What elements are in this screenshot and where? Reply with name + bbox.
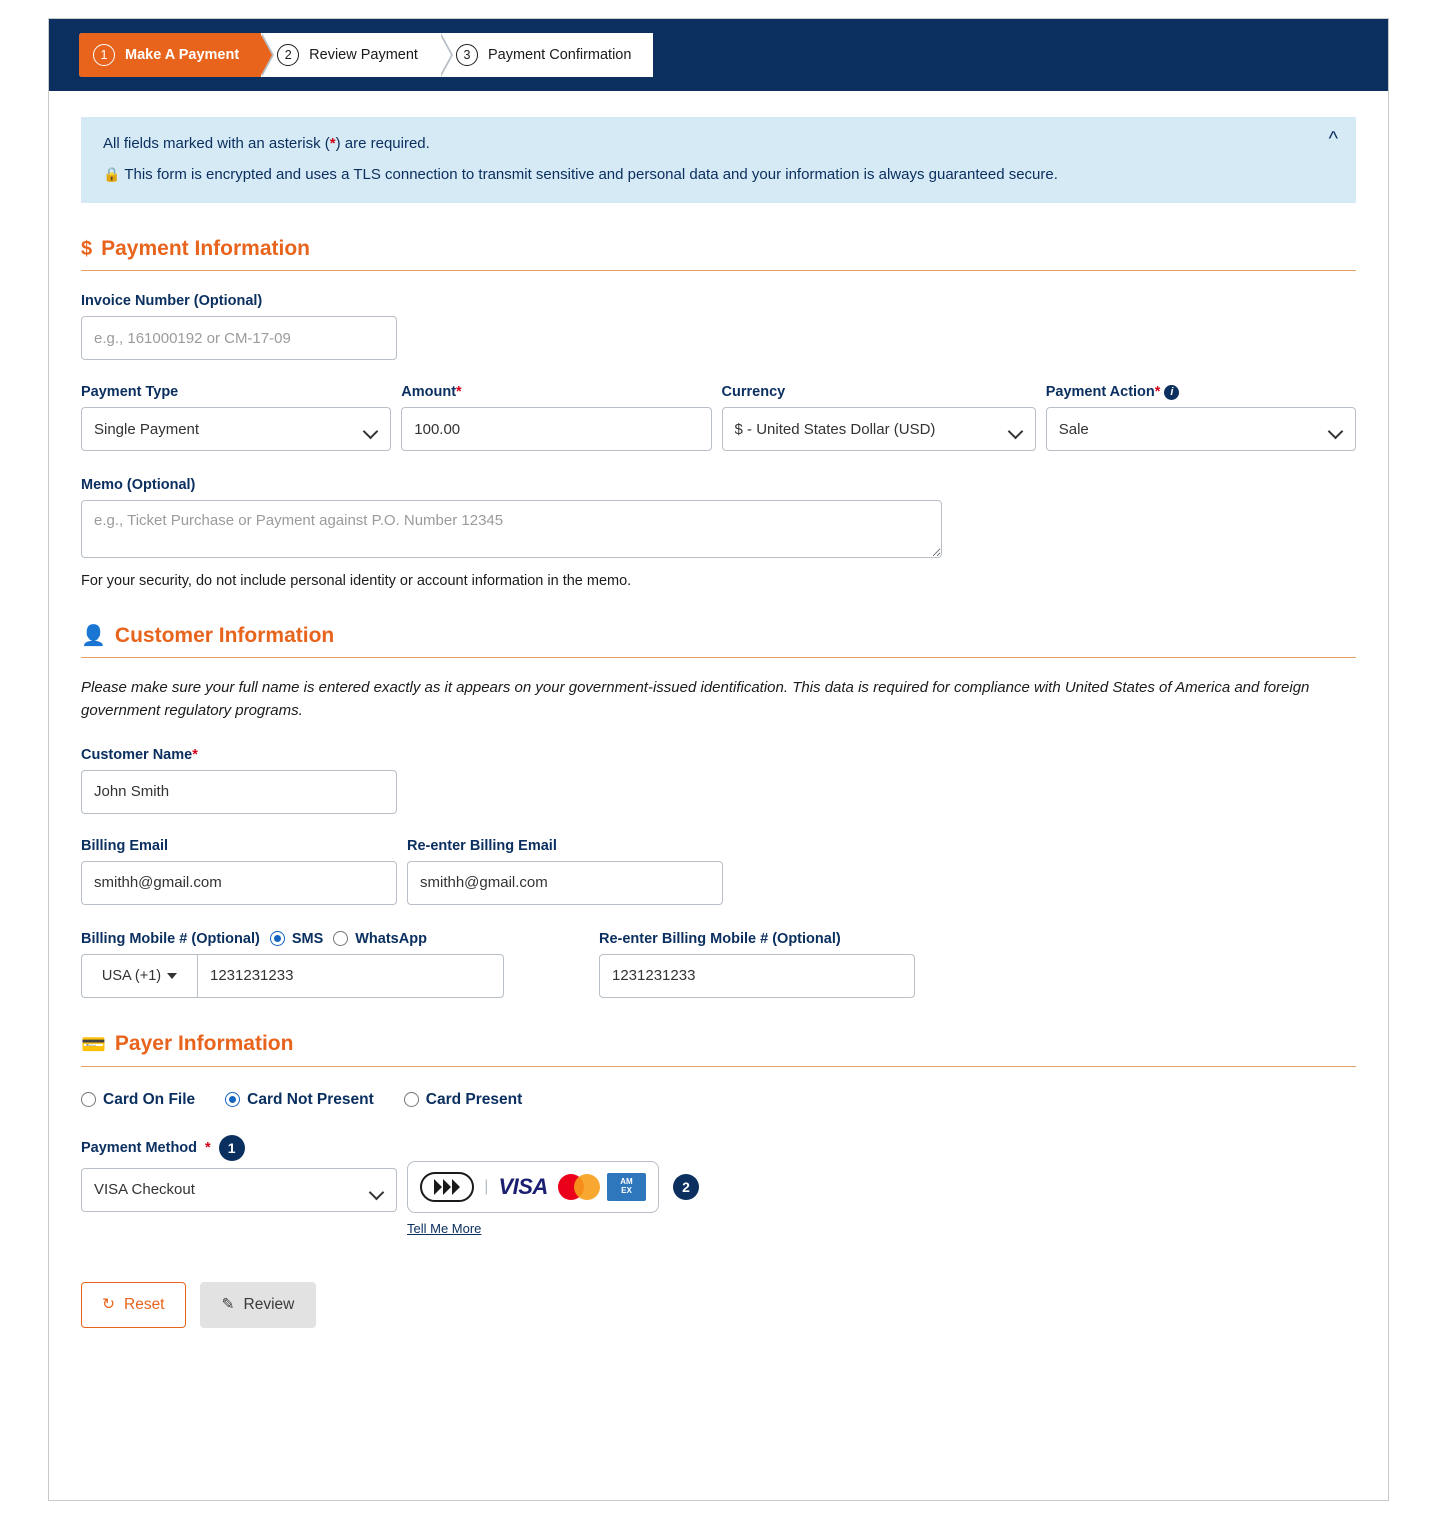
visa-icon: VISA <box>498 1173 548 1199</box>
annotation-badge-2: 2 <box>673 1174 699 1200</box>
step-chevron-icon <box>439 33 451 77</box>
progress-stepper <box>49 19 1388 91</box>
payment-form-frame <box>48 18 1389 1501</box>
stepper-steps <box>79 33 653 77</box>
card-not-present-label: Card Not Present <box>247 1090 374 1108</box>
step-label: Review Payment <box>309 47 418 63</box>
whatsapp-radio[interactable] <box>333 931 348 946</box>
dollar-icon: $ <box>81 237 93 260</box>
card-on-file-label: Card On File <box>103 1090 196 1108</box>
accepted-cards-box[interactable] <box>407 1161 659 1213</box>
payment-method-select-wrap <box>81 1168 397 1212</box>
pencil-icon: ✎ <box>221 1296 235 1313</box>
card-divider: | <box>484 1177 489 1195</box>
invoice-number-field <box>81 293 1356 360</box>
billing-email-input[interactable] <box>81 861 397 905</box>
section-title: Payment Information <box>101 237 310 260</box>
customer-name-input[interactable] <box>81 770 397 814</box>
accepted-cards-block <box>407 1161 699 1238</box>
form-content <box>49 91 1388 1328</box>
payment-action-select-wrap <box>1046 407 1356 451</box>
reenter-billing-email-label: Re-enter Billing Email <box>407 837 557 854</box>
asterisk-icon: * <box>329 135 336 152</box>
payment-details-row <box>81 384 1356 451</box>
billing-mobile-input[interactable] <box>197 954 504 998</box>
customer-name-label: Customer Name * <box>81 746 198 763</box>
whatsapp-radio-option[interactable] <box>333 931 427 947</box>
security-note: 🔒 This form is encrypted and uses a TLS connection to transmit sensitive and personal data and your information is always guaranteed secure. <box>103 166 1058 183</box>
mastercard-icon <box>558 1174 597 1200</box>
section-title: Payer Information <box>114 1032 294 1055</box>
step-label: Payment Confirmation <box>487 47 632 63</box>
identity-disclaimer: Please make sure your full name is entered exactly as it appears on your government-issued identification. This data is required for compliance with United States of America and foreign government regulatory programs. <box>81 679 1310 720</box>
amount-label: Amount * <box>401 384 462 400</box>
refresh-icon: ↻ <box>102 1296 115 1313</box>
required-asterisk: * <box>1154 384 1161 400</box>
step-label: Make A Payment <box>125 47 240 63</box>
reenter-billing-mobile-input[interactable] <box>599 954 915 998</box>
accepted-cards-row <box>407 1161 699 1213</box>
step-payment-confirmation[interactable] <box>440 33 653 77</box>
currency-field <box>722 384 1036 451</box>
section-title: Customer Information <box>114 623 335 647</box>
required-fields-note: All fields marked with an asterisk (*) are required. <box>103 135 430 152</box>
payment-action-field <box>1046 384 1356 451</box>
currency-label: Currency <box>721 384 786 400</box>
reenter-billing-mobile-label: Re-enter Billing Mobile # (Optional) <box>599 930 841 947</box>
currency-select-wrap <box>722 407 1036 451</box>
reenter-billing-email-input[interactable] <box>407 861 723 905</box>
required-asterisk: * <box>205 1139 211 1156</box>
sms-label: SMS <box>291 930 324 947</box>
info-notice <box>81 117 1356 203</box>
billing-mobile-label: Billing Mobile # (Optional) <box>81 930 260 947</box>
payment-action-select[interactable] <box>1046 407 1356 451</box>
memo-textarea[interactable] <box>81 500 942 558</box>
section-customer-information <box>81 623 1356 658</box>
payment-type-field <box>81 384 391 451</box>
billing-email-label: Billing Email <box>81 837 169 854</box>
amex-line-1: AM <box>620 1177 633 1187</box>
invoice-number-input[interactable] <box>81 316 397 360</box>
currency-select[interactable] <box>722 407 1036 451</box>
payment-method-row <box>81 1135 1356 1238</box>
info-icon[interactable]: i <box>1164 385 1179 400</box>
option-card-present[interactable] <box>404 1091 522 1109</box>
amount-field <box>401 384 711 451</box>
country-code-label: USA (+1) <box>101 967 162 984</box>
form-actions <box>81 1282 1356 1328</box>
reenter-billing-mobile-field <box>599 931 915 998</box>
visa-checkout-icon <box>420 1172 474 1202</box>
step-number: 2 <box>277 44 299 66</box>
option-card-on-file[interactable] <box>81 1091 195 1109</box>
tell-me-more-link[interactable]: Tell Me More <box>407 1220 482 1236</box>
whatsapp-label: WhatsApp <box>355 930 427 947</box>
customer-name-field <box>81 747 1356 814</box>
billing-email-field <box>81 838 397 905</box>
reset-button[interactable] <box>81 1282 186 1328</box>
payment-type-label: Payment Type <box>81 384 179 400</box>
required-asterisk: * <box>192 746 198 763</box>
annotation-badge-1: 1 <box>219 1135 245 1161</box>
mobile-input-group <box>81 954 517 998</box>
step-chevron-icon <box>260 33 272 77</box>
sms-radio-option[interactable] <box>270 931 323 947</box>
reenter-billing-email-field <box>407 838 723 905</box>
option-card-not-present[interactable] <box>225 1091 374 1109</box>
country-code-select[interactable] <box>81 954 197 998</box>
section-payment-information <box>81 237 1356 271</box>
card-present-radio[interactable] <box>404 1092 419 1107</box>
amount-input[interactable] <box>401 407 711 451</box>
payment-action-label: Payment Action * i <box>1046 384 1356 400</box>
reset-label: Reset <box>124 1295 165 1313</box>
memo-label: Memo (Optional) <box>81 477 196 493</box>
invoice-number-label: Invoice Number (Optional) <box>81 293 263 309</box>
lock-icon: 🔒 <box>103 166 121 182</box>
step-make-a-payment[interactable] <box>79 33 261 77</box>
section-payer-information <box>81 1032 1356 1067</box>
card-presence-options <box>81 1091 1356 1109</box>
chevron-up-icon[interactable]: ^ <box>1328 128 1338 150</box>
card-on-file-radio[interactable] <box>81 1092 96 1107</box>
review-label: Review <box>243 1295 295 1313</box>
credit-card-icon: 💳 <box>81 1033 106 1056</box>
memo-field <box>81 477 1356 589</box>
step-number: 3 <box>456 44 478 66</box>
sms-radio[interactable] <box>270 931 285 946</box>
amex-line-2: EX <box>621 1185 632 1195</box>
mobile-row <box>81 931 1356 998</box>
required-asterisk: * <box>456 384 462 400</box>
payment-method-label-group <box>81 1135 397 1161</box>
amex-icon <box>607 1173 646 1201</box>
review-button[interactable] <box>200 1282 317 1328</box>
billing-mobile-label-group <box>81 931 517 947</box>
step-review-payment[interactable] <box>261 33 440 77</box>
payment-method-field <box>81 1135 397 1212</box>
payment-type-select-wrap <box>81 407 391 451</box>
billing-mobile-field <box>81 931 517 998</box>
person-icon: 👤 <box>81 625 106 647</box>
memo-security-hint: For your security, do not include personal identity or account information in the memo. <box>81 573 632 589</box>
card-present-label: Card Present <box>425 1090 523 1108</box>
email-row <box>81 838 1356 905</box>
payment-method-select[interactable] <box>81 1168 397 1212</box>
payment-type-select[interactable] <box>81 407 391 451</box>
chevron-down-icon <box>167 973 177 979</box>
payment-method-label: Payment Method <box>81 1139 198 1156</box>
card-not-present-radio[interactable] <box>225 1092 240 1107</box>
step-number: 1 <box>93 44 115 66</box>
